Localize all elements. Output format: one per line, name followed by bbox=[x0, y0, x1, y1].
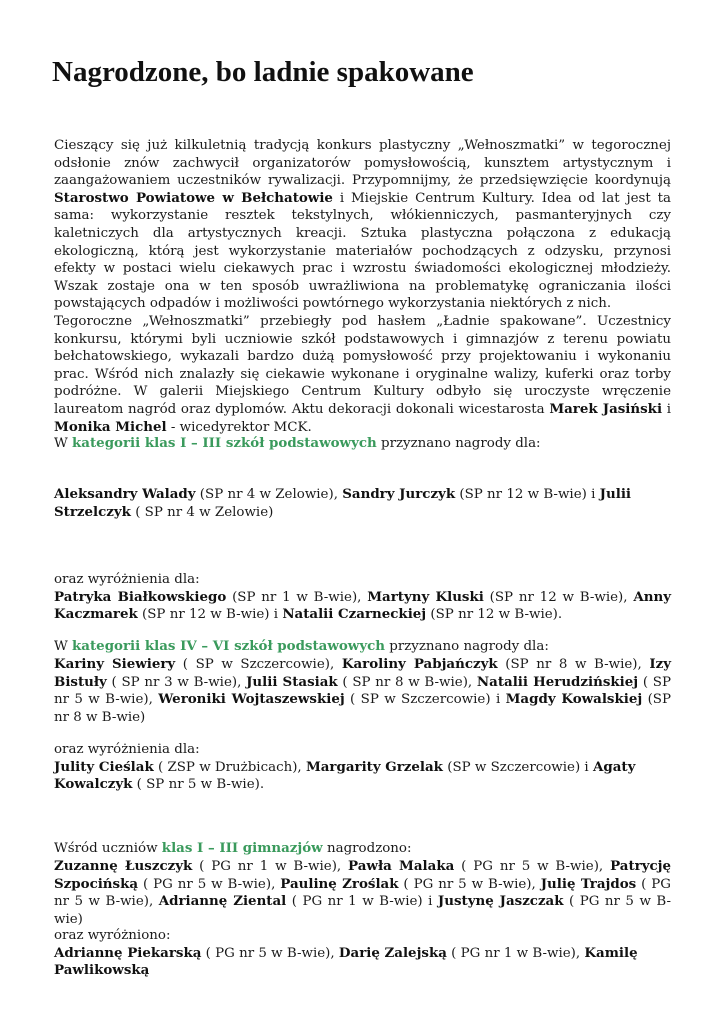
vice-director-name: Monika Michel bbox=[54, 418, 167, 435]
awardee-school: (SP nr 8 w B-wie) bbox=[54, 692, 671, 725]
event-text: Tegoroczne „Wełnoszmatki” przebiegły pod hasłem „Ładnie spakowane”. Uczestnicy konkursu, którymi byli uczniowie szkół podstawowych i gimnazjów z terenu powiatu bełchatowskiego, wykazali bardzo dużą pomysłowość przy projektowaniu i wykonaniu prac. Wśród nich znalazły się ciekawie wykonane i oryginalne walizy, kuferki oraz torby podróżne. W galerii Miejskiego Centrum Kultury odbyło się uroczyste wręczenie laureatom nagród oraz dyplomów. Aktu dekoracji dokonali wicestarosta bbox=[54, 314, 671, 417]
awardee-school: ( PG nr 1 w B-wie), bbox=[446, 945, 585, 961]
awardee-name: Agaty Kowalczyk bbox=[54, 758, 636, 793]
awardee-school: ( SP w Szczercowie) i bbox=[344, 692, 506, 708]
awardee-name: Julii Strzelczyk bbox=[54, 486, 631, 520]
category-1-link[interactable]: kategorii klas I – III szkół podstawowych bbox=[72, 435, 377, 451]
awardee-school: ( PG nr 1 w B-wie) i bbox=[286, 894, 438, 910]
awardee-name: Patrycję Szpocińską bbox=[54, 858, 671, 892]
awardee-name: Darię Zalejską bbox=[338, 944, 447, 961]
distinctions-label: oraz wyróżnienia dla: bbox=[54, 742, 200, 757]
awardee-name: Izy Bistuły bbox=[54, 656, 671, 690]
awardee-school: ( ZSP w Drużbicach), bbox=[153, 759, 306, 775]
distinctions-label-3: oraz wyróżniono: bbox=[54, 928, 171, 943]
awardee-name: Adriannę Ziental bbox=[158, 893, 287, 910]
awardee-name: Patryka Białkowskiego bbox=[54, 588, 227, 605]
awardee-name: Julię Trajdos bbox=[540, 875, 637, 892]
awardee-school: ( SP nr 8 w B-wie), bbox=[337, 674, 477, 690]
awardee-name: Kamilę Pawlikowską bbox=[54, 944, 638, 979]
intro-paragraph bbox=[54, 137, 671, 313]
awardee-name: Aleksandry Walady bbox=[54, 486, 196, 502]
intro-text-1: Cieszący się już kilkuletnią tradycją konkurs plastyczny „Wełnoszmatki” w tegorocznej odsłonie znów zachwycił organizatorów pomysłowością, kunsztem artystycznym i zaangażowaniem uczestników rywalizacji. Przypomnijmy, że przedsięwzięcie koordynują bbox=[54, 138, 671, 189]
event-paragraph bbox=[54, 313, 671, 436]
awardee-name: Julity Cieślak bbox=[54, 758, 154, 775]
awardee-name: Karoliny Pabjańczyk bbox=[341, 656, 498, 672]
awardee-school: (SP nr 12 w B-wie) i bbox=[137, 607, 283, 623]
awardee-school: (SP nr 4 w Zelowie), bbox=[195, 487, 343, 502]
awardee-school: (SP w Szczercowie) i bbox=[442, 759, 593, 775]
awardee-name: Pawła Malaka bbox=[348, 858, 455, 874]
awardee-school: ( PG nr 5 w B-wie), bbox=[138, 876, 281, 892]
awardee-school: (SP nr 12 w B-wie). bbox=[426, 607, 563, 623]
distinctions-label: oraz wyróżnienia dla: bbox=[54, 572, 200, 587]
category-3-prefix: Wśród uczniów bbox=[54, 841, 162, 856]
awardee-school: ( PG nr 5 w B-wie) bbox=[54, 894, 672, 927]
awardee-school: ( SP nr 4 w Zelowie) bbox=[130, 504, 274, 520]
awardee-school: ( PG nr 5 w B-wie), bbox=[454, 859, 611, 874]
vice-starost-name: Marek Jasiński bbox=[549, 400, 663, 417]
awardee-school: ( SP nr 5 w B-wie), bbox=[54, 674, 671, 708]
awardee-name: Zuzannę Łuszczyk bbox=[54, 858, 193, 874]
category-1-awards bbox=[54, 486, 671, 521]
awardee-school: ( SP nr 5 w B-wie). bbox=[132, 777, 265, 793]
awardee-name: Anny Kaczmarek bbox=[54, 588, 671, 623]
awardee-school: ( SP nr 3 w B-wie), bbox=[106, 674, 247, 690]
awardee-name: Martyny Kluski bbox=[367, 588, 484, 605]
category-2-distinctions bbox=[54, 741, 671, 794]
awardee-name: Julii Stasiak bbox=[246, 673, 338, 690]
category-3-suffix: nagrodzono: bbox=[322, 841, 412, 856]
awardee-school: ( PG nr 5 w B-wie), bbox=[54, 876, 672, 910]
awardee-name: Justynę Jaszczak bbox=[437, 893, 564, 910]
awardee-school: (SP nr 12 w B-wie), bbox=[483, 589, 634, 605]
vice-director-role: - wicedyrektor MCK. bbox=[166, 419, 312, 435]
category-3-distinctions bbox=[54, 927, 671, 980]
category-1-heading bbox=[54, 435, 671, 453]
category-1-suffix: przyznano nagrody dla: bbox=[376, 436, 541, 451]
category-3-awards bbox=[54, 858, 671, 928]
awardee-school: (SP nr 1 w B-wie), bbox=[226, 589, 368, 605]
category-2-link[interactable]: kategorii klas IV – VI szkół podstawowych bbox=[72, 638, 385, 654]
category-3-heading bbox=[54, 840, 671, 858]
page-title: Nagrodzone, bo ladnie spakowane bbox=[52, 56, 474, 88]
awardee-name: Natalii Herudzińskiej bbox=[476, 673, 639, 690]
organizer-name: Starostwo Powiatowe w Bełchatowie bbox=[54, 189, 333, 206]
category-2-awards bbox=[54, 656, 671, 726]
awardee-school: ( PG nr 5 w B-wie), bbox=[398, 876, 541, 892]
awardee-school: ( SP w Szczercowie), bbox=[175, 657, 342, 672]
awardee-school: (SP nr 8 w B-wie), bbox=[497, 657, 650, 672]
awardee-name: Weroniki Wojtaszewskiej bbox=[158, 691, 345, 708]
awardee-name: Adriannę Piekarską bbox=[54, 944, 202, 961]
awardee-school: (SP nr 12 w B-wie) i bbox=[455, 487, 600, 502]
category-2-prefix: W bbox=[54, 639, 73, 654]
awardee-name: Margarity Grzelak bbox=[305, 758, 443, 775]
category-2-suffix: przyznano nagrody dla: bbox=[385, 639, 549, 654]
category-1-prefix: W bbox=[54, 436, 73, 451]
awardee-name: Natalii Czarneckiej bbox=[282, 606, 427, 623]
awardee-name: Kariny Siewiery bbox=[54, 656, 176, 672]
intro-text-2: i Miejskie Centrum Kultury. Idea od lat jest ta sama: wykorzystanie resztek tekstylnych, włókienniczych, pasmanteryjnych czy kaletniczych dla artystycznych kreacji. Sztuka plastyczna połączona z edukacją ekologiczną, którą jest wykorzystanie materiałów pochodzących z odzysku, przynosi efekty w postaci wielu ciekawych prac i wzrostu świadomości ekologicznej młodzieży. Wszak zostaje ona w ten sposób uwrażliwiona na problematykę ograniczania ilości powstających odpadów i możliwości powtórnego wykorzystania niektórych z nich. bbox=[54, 190, 671, 312]
awardee-school: ( PG nr 5 w B-wie), bbox=[201, 945, 339, 961]
conjunction: i bbox=[662, 401, 671, 417]
category-1-distinctions bbox=[54, 571, 671, 624]
awardee-name: Sandry Jurczyk bbox=[342, 486, 456, 502]
category-2-heading bbox=[54, 638, 671, 656]
awardee-name: Magdy Kowalskiej bbox=[505, 691, 643, 708]
awardee-school: ( PG nr 1 w B-wie), bbox=[192, 859, 349, 874]
category-3-link[interactable]: klas I – III gimnazjów bbox=[161, 840, 323, 856]
awardee-name: Paulinę Zroślak bbox=[280, 875, 399, 892]
